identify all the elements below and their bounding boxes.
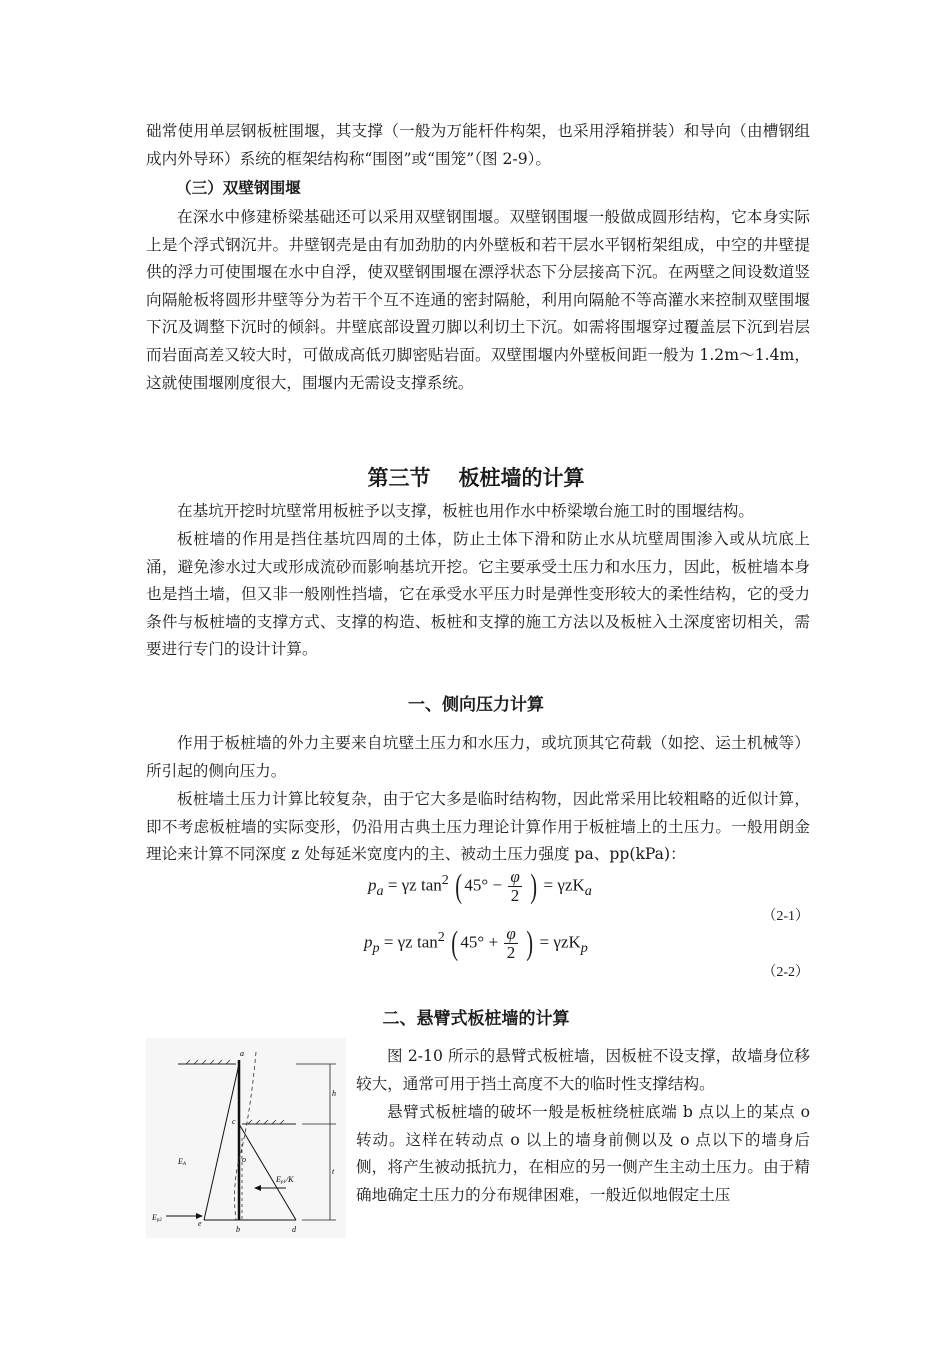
paragraph-external-forces: 作用于板桩墙的外力主要来自坑壁土压力和水压力，或坑顶其它荷载（如挖、运土机械等）所引起的侧向压力。 — [146, 734, 810, 780]
figure-cantilever-sheet-pile — [146, 1038, 346, 1238]
paragraph-earth-pressure-method: 板桩墙土压力计算比较复杂，由于它大多是临时结构物，因此常采用比较粗略的近似计算，即不考虑板桩墙的实际变形，仍沿用古典土压力理论计算作用于板桩墙上的土压力。一般用朗金理论来计算不同深度 z 处每延米宽度内的主、被动土压力强度 pa、pp(kPa)： — [146, 790, 810, 864]
heading-lateral-pressure: 一、侧向压力计算 — [408, 695, 544, 715]
figure-label-e: e — [198, 1219, 202, 1228]
paragraph-cantilever-intro: 图 2-10 所示的悬臂式板桩墙，因板桩不设支撑，故墙身位移较大，通常可用于挡土高度不大的临时性支撑结构。 — [356, 1047, 810, 1093]
figure-label-ea: EA — [178, 1157, 186, 1167]
equation-2-2: $p_p = \gamma z$ $\tan^2$ ( 45° + $\frac{\varphi}{2}$ ) = γzK$_p$ — [364, 924, 588, 962]
paragraph-sheet-pile-function: 板桩墙的作用是挡住基坑四周的土体，防止土体下滑和防止水从坑壁周围渗入或从坑底上涌，避免渗水过大或形成流砂而影响基坑开挖。它主要承受土压力和水压力，因此，板桩墙本身也是挡土墙，但又非一般刚性挡墙，它在承受水平压力时是弹性变形较大的柔性结构，它的受力条件与板桩墙的支撑方式、支撑的构造、板桩和支撑的施工方法以及板桩入土深度密切相关，需要进行专门的设计计算。 — [146, 530, 810, 659]
equation-2-2-label: （2-2） — [762, 965, 809, 980]
paragraph-sheet-pile-intro: 在基坑开挖时坑壁常用板桩予以支撑，板桩也用作水中桥梁墩台施工时的围堰结构。 — [177, 502, 754, 520]
figure-label-ep2: Ep2 — [152, 1213, 162, 1223]
figure-label-t: t — [332, 1167, 335, 1176]
figure-label-c: c — [232, 1117, 236, 1126]
equation-2-1: $p_a = \gamma z$ $\tan^2$ ( 45° − $\frac{\varphi}{2}$ ) = γzK$_a$ — [368, 867, 592, 905]
figure-label-ep1: Ep1/K — [276, 1175, 294, 1185]
section-name: 板桩墙的计算 — [458, 466, 585, 490]
paragraph-double-wall-cofferdam: 在深水中修建桥梁基础还可以采用双壁钢围堰。双壁钢围堰一般做成圆形结构，它本身实际上是个浮式钢沉井。井壁钢壳是由有加劲肋的内外壁板和若干层水平钢桁架组成，中空的井壁提供的浮力可使围堰在水中自浮，使双壁钢围堰在漂浮状态下分层接高下沉。在两壁之间设数道竖向隔舱板将圆形井壁等分为若干个互不连通的密封隔舱，利用向隔舱不等高灌水来控制双壁围堰下沉及调整下沉时的倾斜。井壁底部设置刃脚以利切土下沉。如需将围堰穿过覆盖层下沉到岩层而岩面高差又较大时，可做成高低刃脚密贴岩面。双壁围堰内外壁板间距一般为 1.2m～1.4m，这就使围堰刚度很大，围堰内无需设支撑系统。 — [146, 208, 810, 392]
equation-2-1-label: （2-1） — [762, 909, 809, 924]
figure-label-b: b — [236, 1225, 240, 1234]
subheading-double-wall-cofferdam: （三）双壁钢围堰 — [176, 179, 301, 197]
heading-cantilever-sheet-pile: 二、悬臂式板桩墙的计算 — [382, 1009, 570, 1029]
paragraph-cantilever-failure: 悬臂式板桩墙的破坏一般是板桩绕桩底端 b 点以上的某点 o 转动。这样在转动点 o 以上的墙身前侧以及 o 点以下的墙身后侧，将产生被动抵抗力，在相应的另一侧产生主动土压力。由于精确地确定土压力的分布规律困难，一般近似地假定土压 — [356, 1103, 810, 1204]
paragraph-cofferdam-support: 础常使用单层钢板桩围堰，其支撑（一般为万能杆件构架，也采用浮箱拼装）和导向（由槽钢组成内外导环）系统的框架结构称“围囹”或“围笼”（图 2-9）。 — [146, 122, 810, 168]
section-number: 第三节 — [367, 466, 431, 490]
figure-label-h: h — [332, 1089, 336, 1098]
section-title — [0, 462, 952, 492]
figure-label-d: d — [292, 1225, 296, 1234]
figure-label-o: o — [242, 1155, 246, 1164]
figure-label-a: a — [240, 1049, 244, 1058]
